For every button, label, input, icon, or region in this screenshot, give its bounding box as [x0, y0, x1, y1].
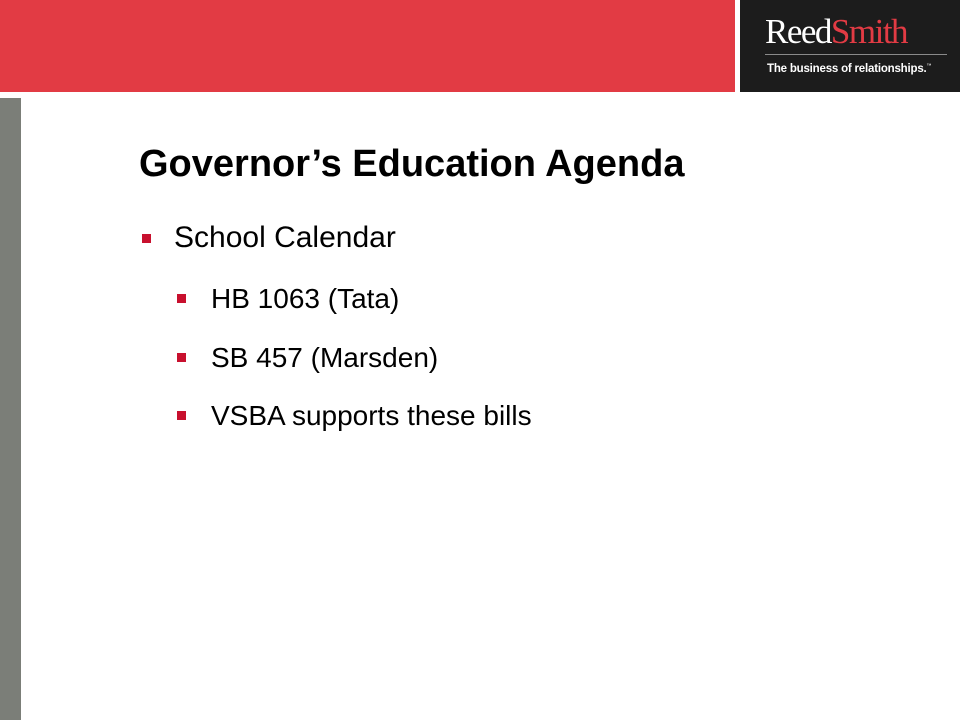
logo-wordmark — [765, 12, 907, 52]
slide-title: Governor’s Education Agenda — [139, 143, 685, 185]
header-red-bar — [0, 0, 735, 92]
logo-trademark: ™ — [926, 63, 932, 69]
bullet-text: VSBA supports these bills — [211, 400, 532, 431]
logo-divider — [765, 54, 947, 55]
bullet-text: School Calendar — [174, 221, 396, 254]
side-gray-bar — [0, 98, 21, 720]
logo-tagline-text: The business of relationships. — [767, 63, 927, 75]
square-bullet-icon — [177, 353, 186, 362]
square-bullet-icon — [177, 411, 186, 420]
reedsmith-logo — [740, 0, 960, 92]
square-bullet-icon — [177, 294, 186, 303]
bullet-text: HB 1063 (Tata) — [211, 283, 400, 314]
bullet-text: SB 457 (Marsden) — [211, 342, 439, 373]
logo-tagline — [767, 63, 931, 75]
square-bullet-icon — [142, 234, 151, 243]
logo-smith-text: Smith — [830, 12, 908, 51]
logo-reed-text: Reed — [765, 12, 831, 51]
